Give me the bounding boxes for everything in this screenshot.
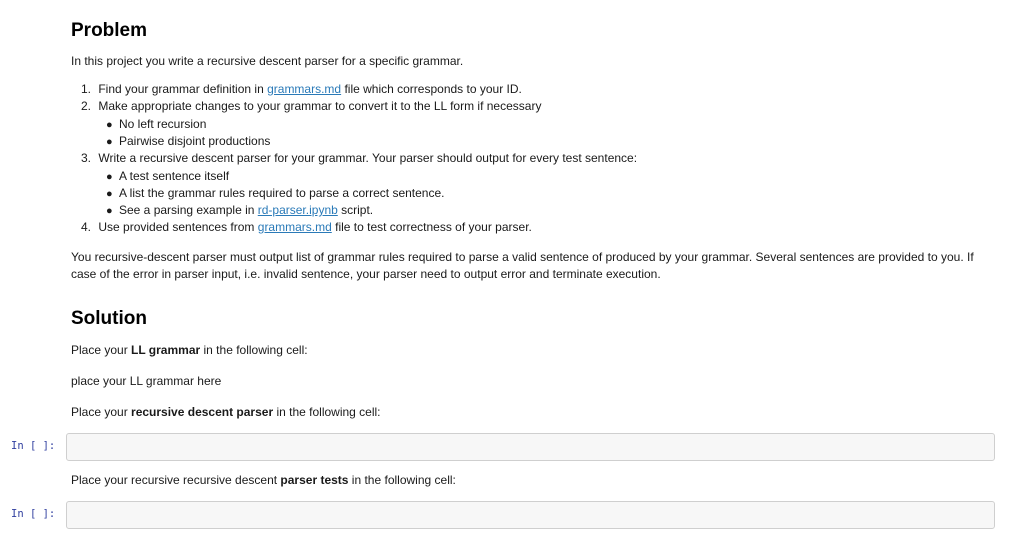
instruction-text: Place your recursive recursive descent [71,473,281,487]
bullet-text: See a parsing example in [119,203,258,217]
bullet-text: script. [337,203,374,217]
cell-prompt: In [ ]: [11,440,56,452]
grammars-link[interactable]: grammars.md [257,220,332,234]
instruction-bold: LL grammar [131,343,201,357]
step-text: file which corresponds to your ID. [341,82,522,96]
problem-heading: Problem [71,20,148,41]
paragraph-line: case of the error in parser input, i.e. invalid sentence, your parser need to output error and terminate execution. [71,267,661,281]
code-cell-parser[interactable] [66,433,995,461]
instruction-text: Place your [71,343,132,357]
instruction-text: in the following cell: [273,405,381,419]
step-4 [81,219,532,236]
step-text: file to test correctness of your parser. [331,220,532,234]
bullet-icon: ● [106,205,113,217]
instruction-bold: recursive descent parser [131,405,274,419]
bullet-text: No left recursion [119,117,207,131]
step-3 [81,150,637,167]
bullet-item [106,185,444,203]
ll-grammar-placeholder[interactable]: place your LL grammar here [71,374,222,388]
step-number: 4. [81,220,92,234]
step-text: Write a recursive descent parser for your grammar. Your parser should output for every test sentence: [98,151,638,165]
grammars-link[interactable]: grammars.md [267,82,342,96]
instruction-text: Place your [71,405,132,419]
step-text: Make appropriate changes to your grammar to convert it to the LL form if necessary [98,99,542,113]
tests-instruction [71,472,1001,489]
bullet-item [106,133,270,151]
instruction-bold: parser tests [280,473,349,487]
intro-text: In this project you write a recursive descent parser for a specific grammar. [71,54,464,68]
step-1 [81,81,522,98]
rd-parser-link[interactable]: rd-parser.ipynb [257,203,338,217]
bullet-item [106,202,373,220]
bullet-icon: ● [106,171,113,183]
step-text: Find your grammar definition in [98,82,268,96]
bullet-text: Pairwise disjoint productions [119,134,271,148]
instruction-text: in the following cell: [348,473,456,487]
instruction-text: in the following cell: [200,343,308,357]
bullet-text: A list the grammar rules required to parse a correct sentence. [119,186,445,200]
solution-heading: Solution [71,308,147,329]
cell-prompt: In [ ]: [11,508,56,520]
bullet-icon: ● [106,136,113,148]
bullet-item [106,168,229,186]
ll-grammar-instruction [71,342,1001,359]
parser-instruction [71,404,1001,421]
step-text: Use provided sentences from [98,220,258,234]
step-number: 3. [81,151,92,165]
bullet-text: A test sentence itself [119,169,230,183]
bullet-item [106,116,206,134]
step-number: 1. [81,82,92,96]
step-number: 2. [81,99,92,113]
step-2 [81,98,541,115]
paragraph-line: You recursive-descent parser must output list of grammar rules required to parse a valid sentence of produced by your grammar. Several sentences are provided to you. If [71,250,974,264]
code-cell-tests[interactable] [66,501,995,529]
bullet-icon: ● [106,188,113,200]
bullet-icon: ● [106,119,113,131]
